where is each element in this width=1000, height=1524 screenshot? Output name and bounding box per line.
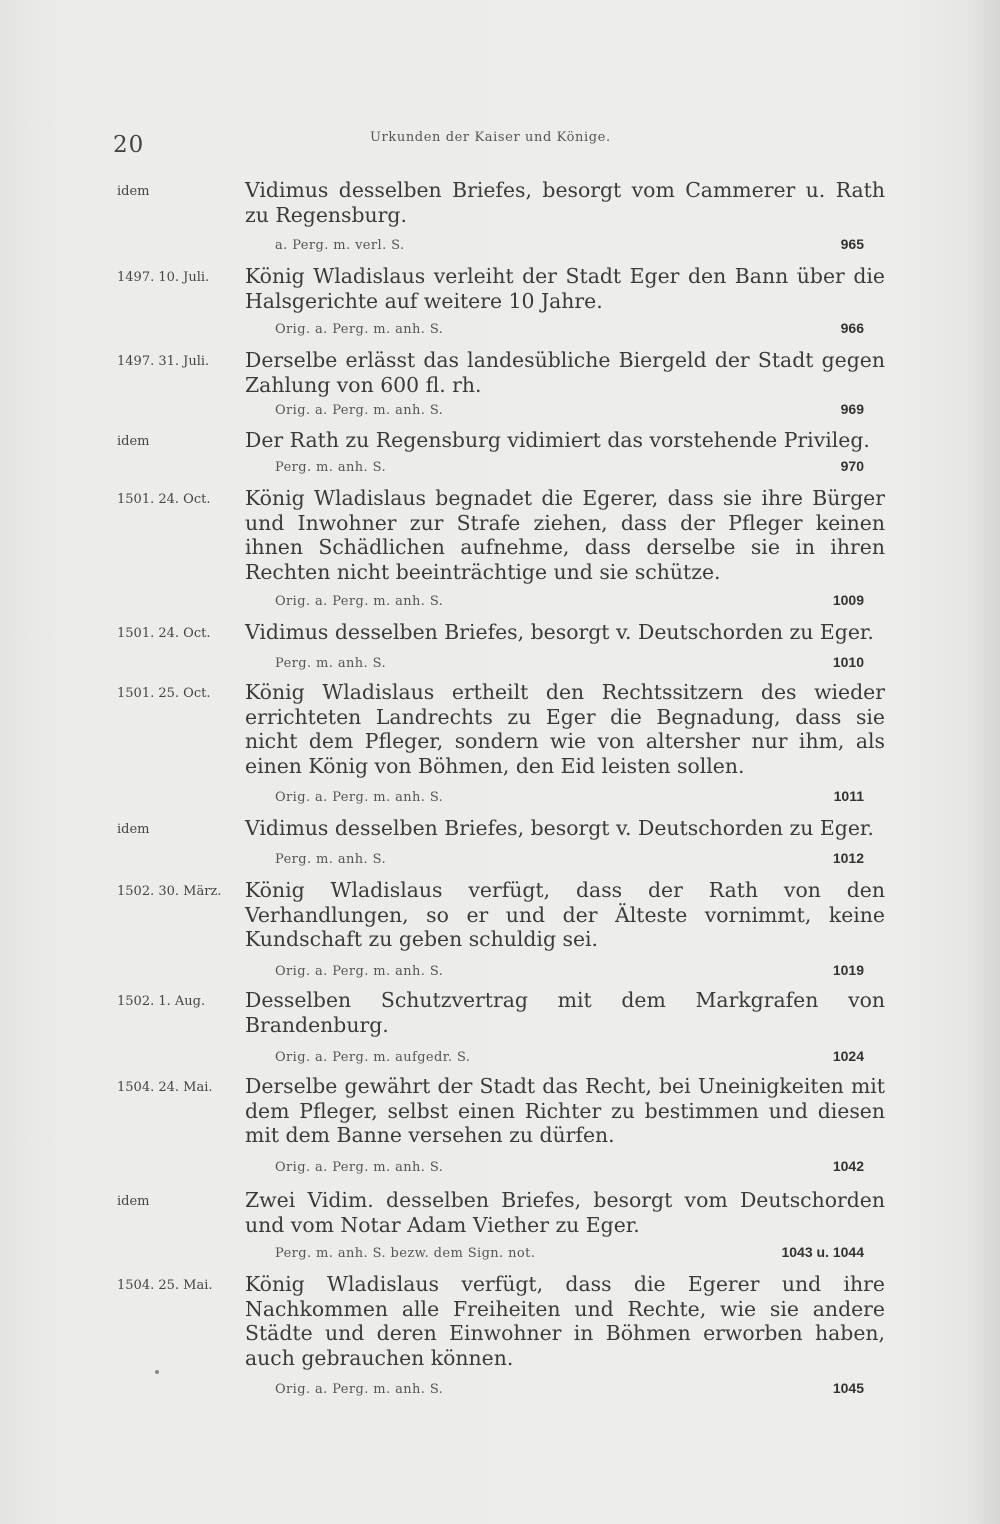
entry-source: Perg. m. anh. S. (275, 656, 386, 671)
entry-number: 1019 (832, 962, 864, 978)
entry-text: König Wladislaus ertheilt den Rechtssitzern des wieder errichteten Landrechts zu Eger die Begnadung, dass sie nicht dem Pfleger, sondern wie von altersher nur ihm, als einen König von Böhmen, den Eid leisten sollen. (245, 680, 885, 778)
entry-number: 1042 (832, 1158, 864, 1174)
entry-number: 1010 (832, 654, 864, 670)
entry-date: idem (117, 822, 150, 837)
entry-text: Vidimus desselben Briefes, besorgt vom Cammerer u. Rath zu Regensburg. (245, 178, 885, 227)
entry-text: König Wladislaus verfügt, dass der Rath von den Verhandlungen, so er und der Älteste vornimmt, keine Kundschaft zu geben schuldig sei. (245, 878, 885, 952)
entry-text: Vidimus desselben Briefes, besorgt v. Deutschorden zu Eger. (245, 816, 874, 840)
entry-source: Orig. a. Perg. m. anh. S. (275, 594, 444, 609)
entry-text: Zwei Vidim. desselben Briefes, besorgt vom Deutschorden und vom Notar Adam Viether zu Eger. (245, 1188, 885, 1237)
entry-date: 1497. 31. Juli. (117, 354, 210, 369)
entry-source: Orig. a. Perg. m. anh. S. (275, 790, 444, 805)
entry-number: 965 (840, 236, 864, 252)
entry-text: König Wladislaus begnadet die Egerer, dass sie ihre Bürger und Inwohner zur Strafe ziehen, dass der Pfleger keinen ihnen Schädlichen aufnehme, dass derselbe sie in ihren Rechten nicht beeinträchtige und sie schütze. (245, 486, 885, 584)
entry-text: Vidimus desselben Briefes, besorgt v. Deutschorden zu Eger. (245, 620, 874, 644)
page-gutter-shade (970, 0, 1000, 1524)
entry-text: Desselben Schutzvertrag mit dem Markgrafen von Brandenburg. (245, 988, 885, 1037)
entry-text: Derselbe gewährt der Stadt das Recht, bei Uneinigkeiten mit dem Pfleger, selbst einen Richter zu bestimmen und diesen mit dem Banne versehen zu dürfen. (245, 1074, 885, 1148)
entry-source: Orig. a. Perg. m. anh. S. (275, 1160, 444, 1175)
entry-number: 970 (840, 458, 864, 474)
entry-number: 1009 (832, 592, 864, 608)
entry-source: Orig. a. Perg. m. aufgedr. S. (275, 1050, 471, 1065)
entry-text: König Wladislaus verfügt, dass die Egerer und ihre Nachkommen alle Freiheiten und Rechte, wie sie andere Städte und deren Einwohner in Böhmen erworben haben, auch gebrauchen können. (245, 1272, 885, 1370)
entry-date: 1504. 24. Mai. (117, 1080, 213, 1095)
entry-text: Der Rath zu Regensburg vidimiert das vorstehende Privileg. (245, 428, 870, 452)
entry-number: 1012 (832, 850, 864, 866)
entry-text: König Wladislaus verleiht der Stadt Eger den Bann über die Halsgerichte auf weitere 10 Jahre. (245, 264, 885, 313)
running-head: Urkunden der Kaiser und Könige. (370, 130, 611, 145)
entry-text: Derselbe erlässt das landesübliche Biergeld der Stadt gegen Zahlung von 600 fl. rh. (245, 348, 885, 397)
entry-source: Orig. a. Perg. m. anh. S. (275, 1382, 444, 1397)
entry-date: idem (117, 184, 150, 199)
entry-number: 969 (840, 401, 864, 417)
entry-date: 1501. 24. Oct. (117, 492, 211, 507)
entry-number: 1045 (832, 1380, 864, 1396)
entry-date: 1497. 10. Juli. (117, 270, 210, 285)
entry-date: 1502. 1. Aug. (117, 994, 206, 1009)
entry-date: 1501. 24. Oct. (117, 626, 211, 641)
entry-number: 1024 (832, 1048, 864, 1064)
entry-date: 1502. 30. März. (117, 884, 222, 899)
entry-date: idem (117, 1194, 150, 1209)
entry-number: 966 (840, 320, 864, 336)
entry-source: Perg. m. anh. S. bezw. dem Sign. not. (275, 1246, 536, 1261)
entry-number: 1043 u. 1044 (781, 1244, 864, 1260)
entry-source: a. Perg. m. verl. S. (275, 238, 405, 253)
entry-number: 1011 (833, 788, 864, 804)
entry-source: Orig. a. Perg. m. anh. S. (275, 322, 444, 337)
entry-date: 1504. 25. Mai. (117, 1278, 213, 1293)
entry-source: Perg. m. anh. S. (275, 852, 386, 867)
entry-date: 1501. 25. Oct. (117, 686, 211, 701)
entry-date: idem (117, 434, 150, 449)
entry-source: Orig. a. Perg. m. anh. S. (275, 964, 444, 979)
entry-source: Perg. m. anh. S. (275, 460, 386, 475)
entry-source: Orig. a. Perg. m. anh. S. (275, 403, 444, 418)
ink-speck (155, 1370, 159, 1374)
page-number: 20 (113, 132, 145, 158)
